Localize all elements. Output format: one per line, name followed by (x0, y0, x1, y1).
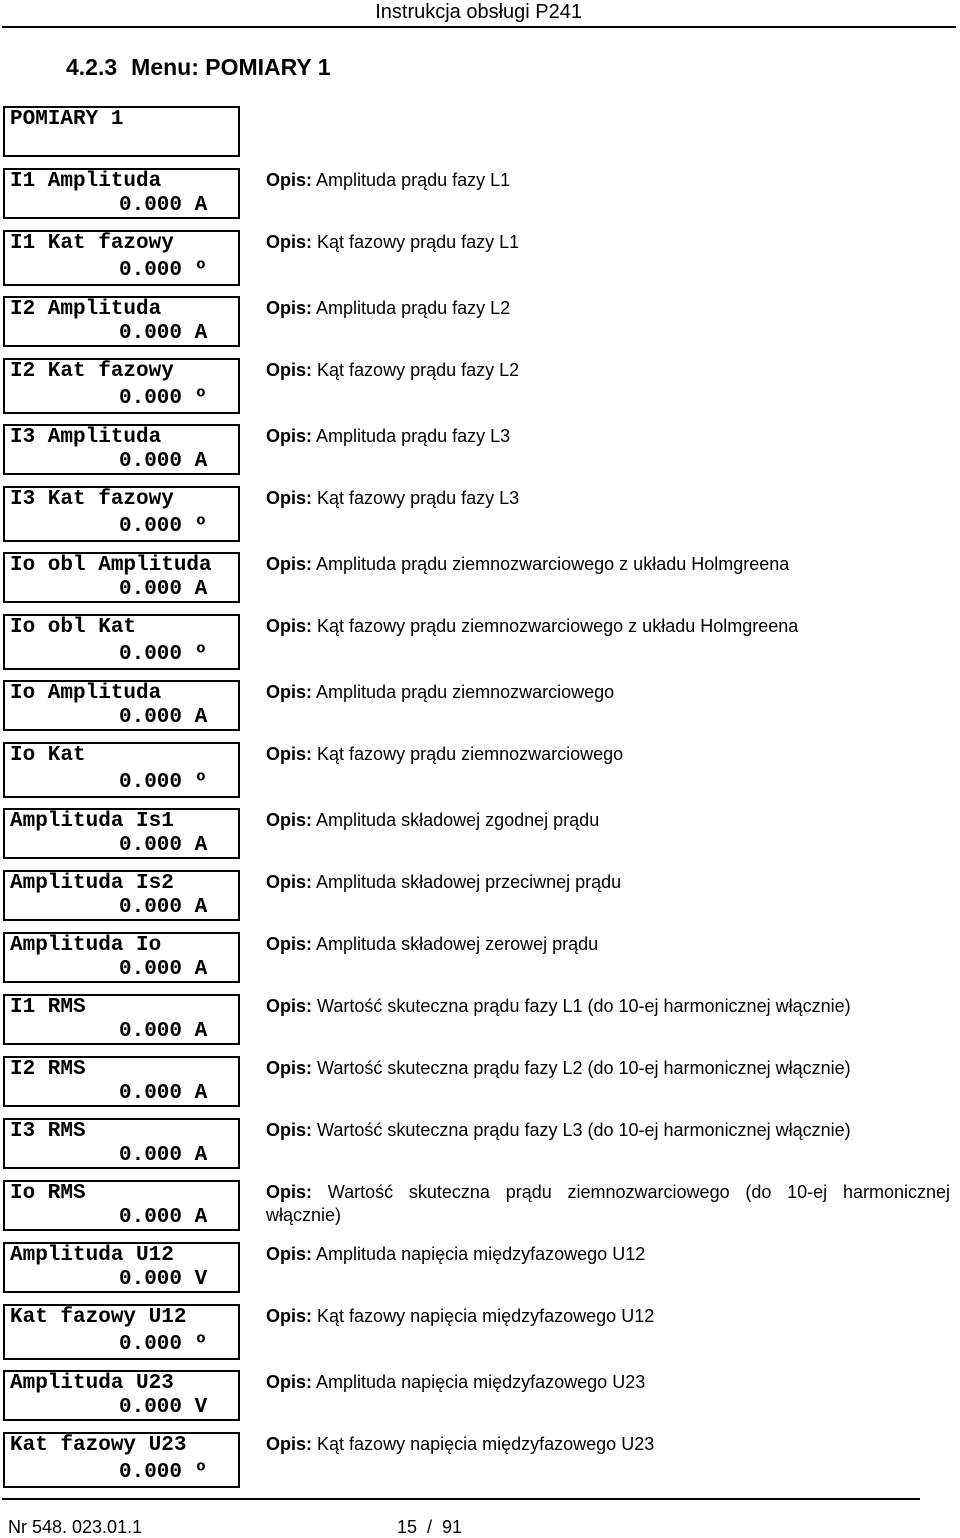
menu-item-value: 0.000 º (119, 771, 208, 794)
menu-item-label: Kat fazowy U12 (10, 1306, 187, 1329)
item-description (266, 743, 950, 766)
description-prefix: Opis: (266, 1182, 313, 1202)
description-prefix: Opis: (266, 1058, 313, 1078)
menu-item-label: Kat fazowy U23 (10, 1434, 187, 1457)
description-text: Amplituda prądu ziemnozwarciowego z układu Holmgreena (316, 554, 790, 574)
section-title: Menu: POMIARY 1 (131, 54, 331, 80)
description-text: Amplituda napięcia międzyfazowego U23 (316, 1372, 646, 1392)
menu-item-label: Io RMS (10, 1182, 86, 1205)
description-prefix: Opis: (266, 616, 313, 636)
menu-item-box (3, 614, 240, 670)
item-description (266, 1057, 950, 1080)
menu-item-label: I1 Amplituda (10, 170, 162, 193)
menu-item-label: I3 RMS (10, 1120, 86, 1143)
menu-item-value: 0.000 A (119, 958, 208, 981)
description-text: Kąt fazowy prądu fazy L3 (317, 488, 520, 508)
description-text: Amplituda prądu fazy L1 (316, 170, 511, 190)
menu-item-value: 0.000 A (119, 1082, 208, 1105)
description-prefix: Opis: (266, 934, 313, 954)
description-prefix: Opis: (266, 170, 313, 190)
description-text: Kąt fazowy napięcia międzyfazowego U12 (317, 1306, 655, 1326)
footer-rule (2, 1498, 920, 1500)
menu-item-label: I3 Amplituda (10, 426, 162, 449)
description-prefix: Opis: (266, 1306, 313, 1326)
menu-item-box (3, 1118, 240, 1169)
menu-item-value: 0.000 º (119, 387, 208, 410)
menu-item-label: Amplituda U12 (10, 1244, 174, 1267)
menu-item-value: 0.000 V (119, 1268, 208, 1291)
menu-item-label: I1 Kat fazowy (10, 232, 174, 255)
description-text: Kąt fazowy prądu ziemnozwarciowego z układu Holmgreena (317, 616, 799, 636)
menu-title-box (3, 106, 240, 157)
menu-item-label: I2 Amplituda (10, 298, 162, 321)
menu-item-value: 0.000 A (119, 706, 208, 729)
menu-item-box (3, 230, 240, 286)
menu-item-box (3, 296, 240, 347)
menu-item-value: 0.000 º (119, 1461, 208, 1484)
description-text: Amplituda składowej zgodnej prądu (316, 810, 600, 830)
menu-item-box (3, 1370, 240, 1421)
menu-item-value: 0.000 A (119, 578, 208, 601)
item-description (266, 1433, 950, 1456)
item-description (266, 487, 950, 510)
item-description (266, 231, 950, 254)
description-prefix: Opis: (266, 996, 313, 1016)
menu-item-value: 0.000 A (119, 834, 208, 857)
menu-item-box (3, 870, 240, 921)
item-description (266, 681, 950, 704)
description-text: Kąt fazowy prądu ziemnozwarciowego (317, 744, 624, 764)
item-description (266, 359, 950, 382)
description-prefix: Opis: (266, 426, 313, 446)
description-text: Wartość skuteczna prądu ziemnozwarciowego (do 10-ej harmonicznej włącznie) (266, 1182, 950, 1225)
item-description (266, 871, 950, 894)
menu-item-value: 0.000 º (119, 643, 208, 666)
menu-item-box (3, 808, 240, 859)
item-description (266, 553, 950, 576)
description-text: Amplituda prądu fazy L2 (316, 298, 511, 318)
description-text: Kąt fazowy prądu fazy L2 (317, 360, 520, 380)
menu-item-value: 0.000 A (119, 450, 208, 473)
menu-item-label: Amplituda U23 (10, 1372, 174, 1395)
menu-item-box (3, 742, 240, 798)
menu-item-label: Io obl Amplituda (10, 554, 212, 577)
item-description (266, 425, 950, 448)
item-description (266, 809, 950, 832)
section-number: 4.2.3 (66, 54, 118, 80)
menu-item-label: I3 Kat fazowy (10, 488, 174, 511)
description-prefix: Opis: (266, 554, 313, 574)
menu-item-box (3, 552, 240, 603)
menu-item-box (3, 1056, 240, 1107)
menu-title-label: POMIARY 1 (10, 108, 124, 131)
description-text: Amplituda składowej przeciwnej prądu (316, 872, 622, 892)
menu-item-box (3, 994, 240, 1045)
item-description (266, 1181, 950, 1227)
menu-item-label: I1 RMS (10, 996, 86, 1019)
menu-item-box (3, 358, 240, 414)
menu-item-box (3, 1242, 240, 1293)
footer-doc-number: Nr 548. 023.01.1 (8, 1517, 143, 1537)
menu-item-box (3, 1304, 240, 1360)
menu-item-value: 0.000 º (119, 515, 208, 538)
description-prefix: Opis: (266, 360, 313, 380)
header-rule (2, 26, 956, 28)
description-prefix: Opis: (266, 1434, 313, 1454)
item-description (266, 933, 950, 956)
footer-page-number: 15 / 91 (397, 1517, 463, 1537)
description-text: Wartość skuteczna prądu fazy L1 (do 10-ej harmonicznej włącznie) (317, 996, 851, 1016)
menu-item-label: I2 RMS (10, 1058, 86, 1081)
description-text: Wartość skuteczna prądu fazy L2 (do 10-ej harmonicznej włącznie) (317, 1058, 851, 1078)
menu-item-label: Amplituda Is1 (10, 810, 174, 833)
menu-item-value: 0.000 V (119, 1396, 208, 1419)
menu-item-box (3, 168, 240, 219)
description-text: Amplituda prądu ziemnozwarciowego (316, 682, 615, 702)
description-prefix: Opis: (266, 1372, 313, 1392)
description-prefix: Opis: (266, 872, 313, 892)
menu-item-value: 0.000 A (119, 322, 208, 345)
menu-item-box (3, 486, 240, 542)
description-text: Amplituda napięcia międzyfazowego U12 (316, 1244, 646, 1264)
description-prefix: Opis: (266, 1244, 313, 1264)
menu-item-value: 0.000 A (119, 1206, 208, 1229)
menu-item-box (3, 932, 240, 983)
description-prefix: Opis: (266, 744, 313, 764)
description-text: Kąt fazowy napięcia międzyfazowego U23 (317, 1434, 655, 1454)
item-description (266, 1305, 950, 1328)
menu-item-value: 0.000 º (119, 1333, 208, 1356)
menu-item-value: 0.000 A (119, 896, 208, 919)
menu-item-label: Amplituda Is2 (10, 872, 174, 895)
menu-item-box (3, 680, 240, 731)
item-description (266, 1119, 950, 1142)
description-text: Kąt fazowy prądu fazy L1 (317, 232, 520, 252)
description-prefix: Opis: (266, 232, 313, 252)
menu-item-label: Io obl Kat (10, 616, 137, 639)
menu-item-value: 0.000 A (119, 1144, 208, 1167)
description-prefix: Opis: (266, 810, 313, 830)
item-description (266, 297, 950, 320)
menu-item-value: 0.000 A (119, 194, 208, 217)
item-description (266, 1371, 950, 1394)
item-description (266, 615, 950, 638)
description-text: Amplituda prądu fazy L3 (316, 426, 511, 446)
description-text: Wartość skuteczna prądu fazy L3 (do 10-ej harmonicznej włącznie) (317, 1120, 851, 1140)
menu-item-box (3, 1180, 240, 1231)
menu-item-value: 0.000 º (119, 259, 208, 282)
description-prefix: Opis: (266, 682, 313, 702)
description-text: Amplituda składowej zerowej prądu (316, 934, 599, 954)
description-prefix: Opis: (266, 488, 313, 508)
description-prefix: Opis: (266, 298, 313, 318)
menu-item-box (3, 424, 240, 475)
menu-item-box (3, 1432, 240, 1488)
description-prefix: Opis: (266, 1120, 313, 1140)
menu-item-label: Amplituda Io (10, 934, 162, 957)
item-description (266, 1243, 950, 1266)
menu-item-value: 0.000 A (119, 1020, 208, 1043)
page-header-title: Instrukcja obsługi P241 (375, 1, 582, 23)
section-heading (66, 54, 331, 81)
menu-item-label: Io Kat (10, 744, 86, 767)
menu-item-label: Io Amplituda (10, 682, 162, 705)
menu-item-label: I2 Kat fazowy (10, 360, 174, 383)
item-description (266, 169, 950, 192)
item-description (266, 995, 950, 1018)
